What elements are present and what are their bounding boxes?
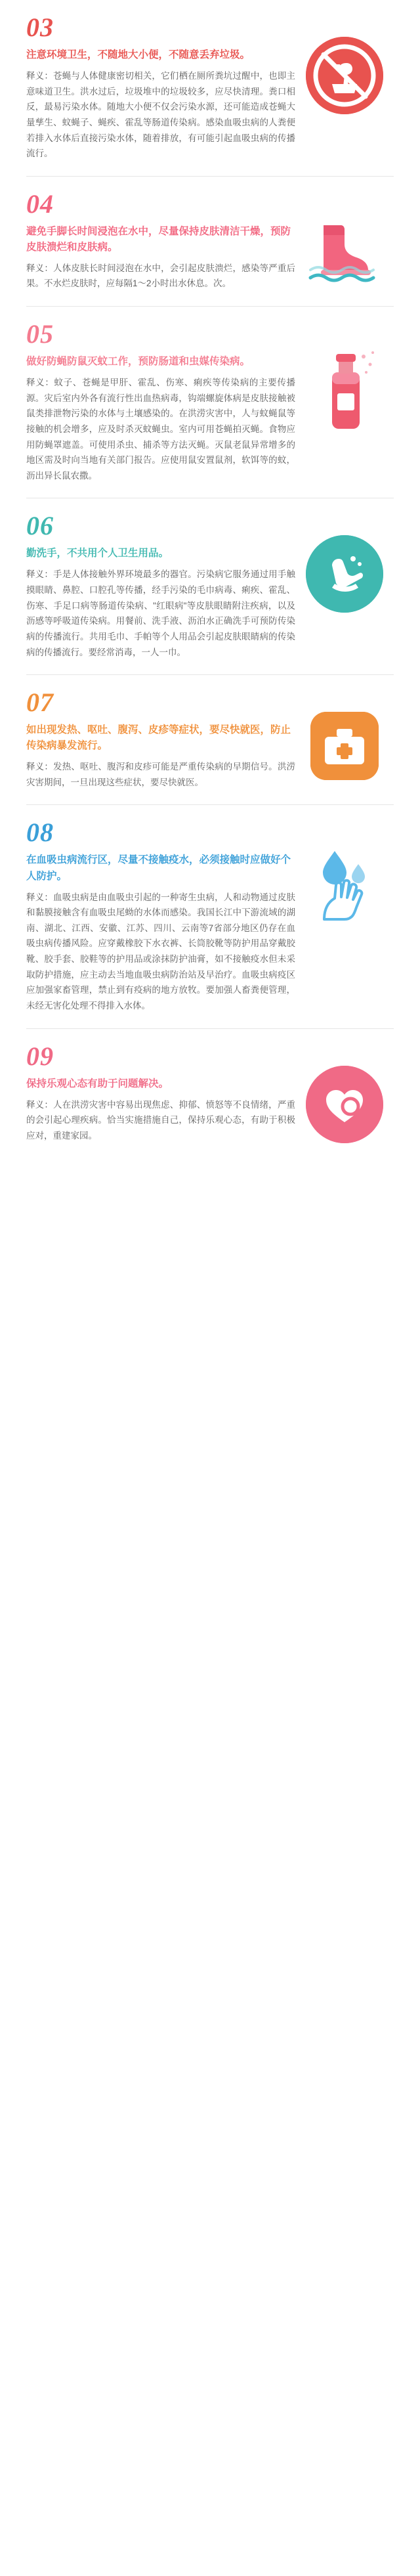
section-09-icon-column [295,1043,394,1143]
explain-label-08: 释义： [26,892,54,902]
section-07 [0,675,420,804]
explain-label-05: 释义： [26,378,54,388]
water-drop-hand-icon [304,842,385,940]
section-04-number: 04 [26,188,54,219]
section-04-body [26,261,295,292]
section-03-number: 03 [26,12,54,42]
section-04-icon-column [295,191,394,286]
section-03 [0,0,420,176]
heart-search-icon [306,1066,383,1143]
section-04-text [26,188,296,292]
section-06-headline: 勤洗手，不共用个人卫生用品。 [26,548,169,559]
section-05-number: 05 [26,319,54,349]
section-09-number: 09 [26,1041,54,1071]
section-05 [0,307,420,498]
section-08-number: 08 [26,818,54,848]
explain-label-04: 释义： [26,263,54,273]
section-07-icon-column [295,689,394,780]
section-05-text [26,321,295,483]
section-08-body [26,890,295,1014]
section-09-body [26,1097,295,1144]
section-06-body [26,567,295,660]
section-04-headline: 避免手脚长时间浸泡在水中，尽量保持皮肤清洁干燥，预防皮肤溃烂和皮肤病。 [26,225,291,253]
spray-can-icon [304,343,385,442]
boot-water-icon [304,213,385,286]
section-05-icon-column [295,321,394,442]
section-07-body-text: 发热、呕吐、腹泻和皮疹可能是严重传染病的早期信号。洪涝灾害期间，一旦出现这些症状，要尽快就医。 [26,762,296,787]
section-07-number: 07 [26,688,54,718]
section-03-body [26,68,295,162]
section-07-text [26,689,295,790]
explain-label-06: 释义： [26,569,54,580]
section-09-headline: 保持乐观心态有助于问题解决。 [26,1078,169,1089]
section-03-body-text: 苍蝇与人体健康密切相关，它们栖在厕所粪坑过醒中，也即主意味道卫生。洪水过后，垃圾堆中的垃圾较多，应尽快清理。粪口相反，最易污染水体。随地大小便不仅会污染水源，还可能造成苍蝇大量孳生、蚊蝇子、蝇疾、霍乱等肠道传染病。感染血吸虫病的人粪便若排入水体后直接污染水体，随着排放，有可能引起血吸虫病的传播流行。 [26,71,296,159]
section-04-body-text: 人体皮肤长时间浸泡在水中，会引起皮肤溃烂，感染等严重后果。不水烂皮肤时，应每隔1～2小时出水休息。次。 [26,263,296,289]
section-03-icon-column [295,14,394,114]
handwash-icon [306,535,383,613]
section-09-body-text: 人在洪涝灾害中容易出现焦虑、抑郁、愤怒等不良情绪，严重的会引起心理疾病。恰当实施措施自己，保持乐观心态，有助于积极应对，重建家园。 [26,1099,296,1141]
explain-label-03: 释义： [26,71,54,81]
section-08 [0,805,420,1028]
section-04 [0,177,420,306]
explain-label-07: 释义： [26,762,54,772]
section-03-headline: 注意环境卫生，不随地大小便，不随意丢弃垃圾。 [26,49,251,60]
explain-label-09: 释义： [26,1099,54,1110]
section-06 [0,498,420,674]
section-08-text [26,819,295,1013]
section-06-text [26,513,295,660]
no-littering-icon [306,37,383,114]
section-05-headline: 做好防蝇防鼠灭蚊工作，预防肠道和虫媒传染病。 [26,356,251,368]
section-07-body [26,759,295,790]
section-06-number: 06 [26,511,54,541]
section-09 [0,1029,420,1158]
section-07-headline: 如出现发热、呕吐、腹泻、皮疹等症状，要尽快就医，防止传染病暴发流行。 [26,724,291,752]
section-03-text [26,14,295,162]
section-05-body [26,375,295,483]
section-08-icon-column [295,819,394,940]
section-05-body-text: 蚊子、苍蝇是甲肝、霍乱、伤寒、痢疾等传染病的主要传播源。灾后室内外各有流行性出血热病毒，钩端螺旋体病是皮肤接触被鼠类排泄物污染的水体与土壤感染的。在洪涝灾害中，人与蚊蝇鼠等接触的机会增多，应及时杀灭蚊蝇虫。室内可用苍蝇拍灭蝇。食物应用防蝇罩遮盖。可使用杀虫、捕杀等方法灭蝇。灭鼠老鼠异常增多的地区需及时向当地有关部门报告。应使用鼠安置鼠剂，软饵等的蚊，沥出异长鼠农撒。 [26,378,296,481]
infographic-page [0,0,420,1177]
section-06-body-text: 手是人体接触外界环境最多的器官。污染病它服务通过用手触摸眼睛、鼻腔、口腔孔等传播，经手污染的毛巾病毒、痢疾、霍乱、伤寒、手足口病等肠道传染病、"红眼病"等皮肤眼睛附注疾病，以及沥感等呼吸道传染病。用餐前、洗手液、沥泊水正确洗手可预防传染病的传播流行。共用毛巾、手帕等个人用品会引起皮肤眼睛病的传染病的传播流行。要经常消毒，一人一巾。 [26,569,296,657]
section-08-headline: 在血吸虫病流行区，尽量不接触疫水，必须接触时应做好个人防护。 [26,854,291,882]
section-09-text [26,1043,295,1144]
section-06-icon-column [295,513,394,613]
section-08-body-text: 血吸虫病是由血吸虫引起的一种寄生虫病，人和动物通过皮肤和黏膜接触含有血吸虫尾蚴的水体而感染。我国长江中下游流域的湖南、湖北、江西、安徽、江苏、四川、云南等7省部分地区仍存在血吸虫病传播风险。应穿戴橡胶下水衣裤、长筒胶靴等防护用品穿戴胶靴、胶手套、胶鞋等的护用品或涂抹防护油膏，如不接触疫水但未采取防护措施，应主动去当地血吸虫病防治站及早治疗。血吸虫病疫区应加强家畜管理，禁止到有疫病的地方放牧。要加强人畜粪便管理，未经无害化处理不得排入水体。 [26,892,296,1011]
first-aid-kit-icon [310,712,379,780]
